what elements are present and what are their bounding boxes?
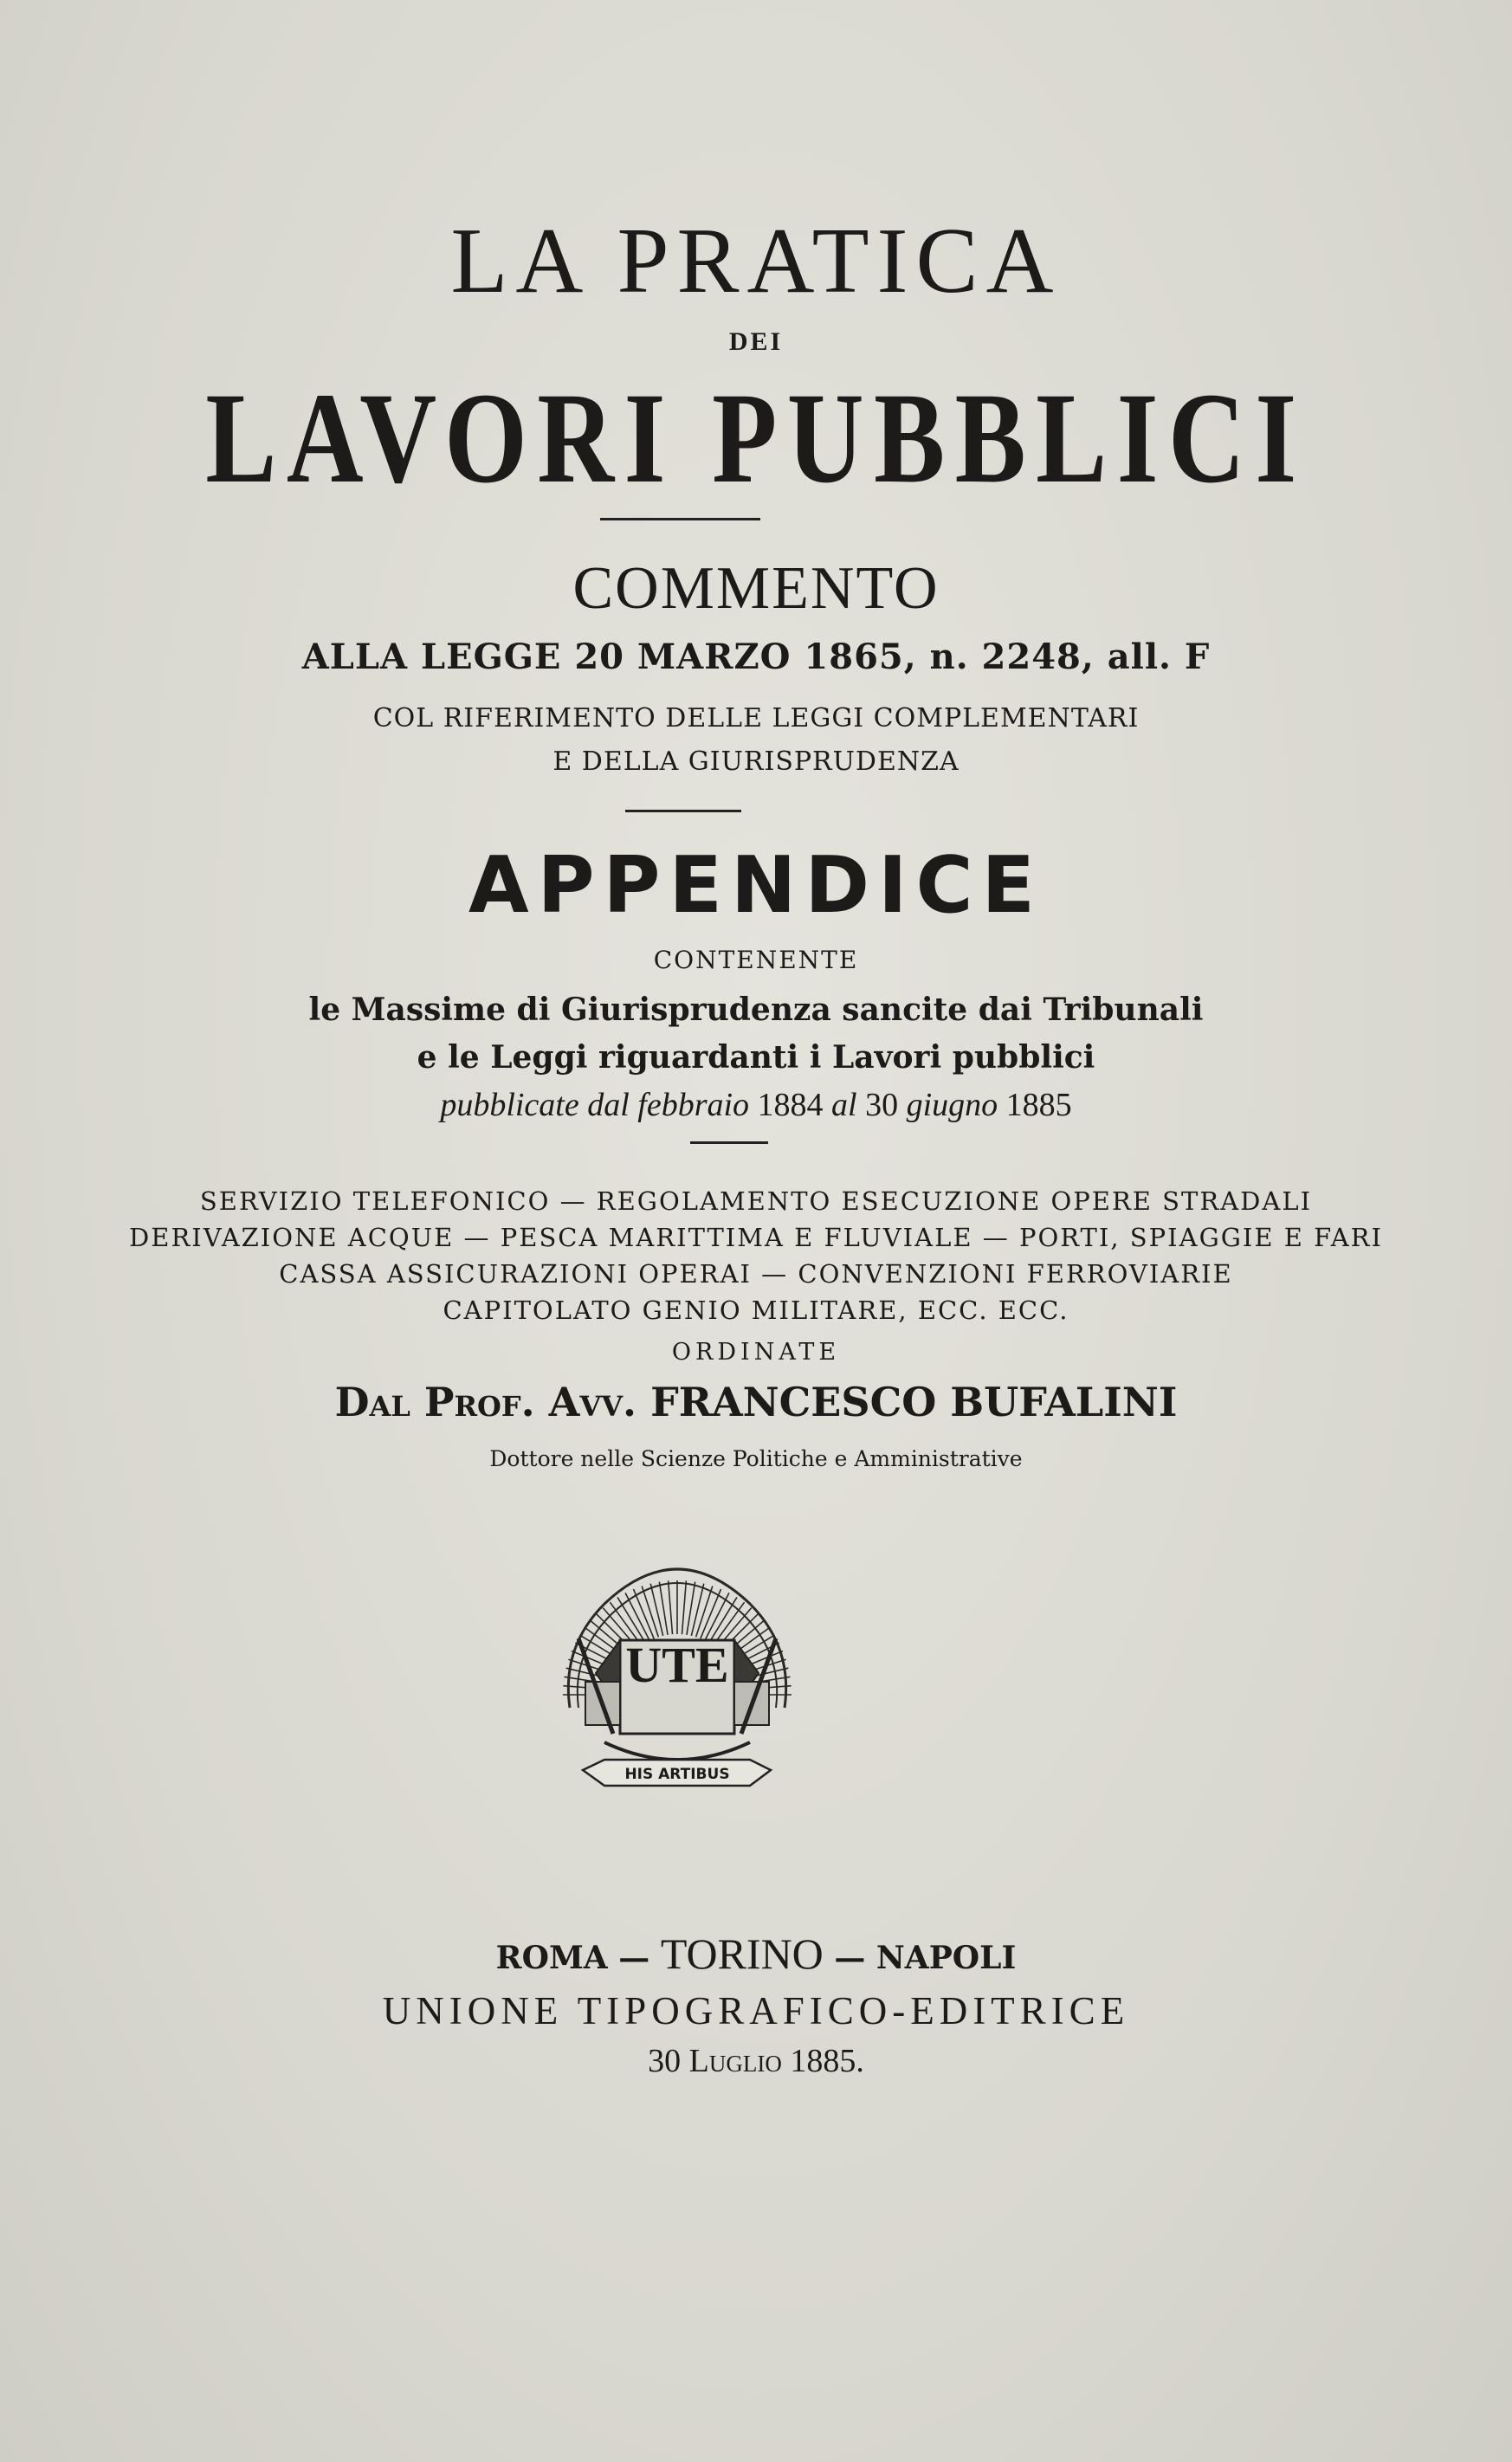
subjects-line-4: CAPITOLATO GENIO MILITARE, ECC. ECC. bbox=[443, 1296, 1069, 1325]
subjects-line-2: DERIVAZIONE ACQUE — PESCA MARITTIMA E FLUVIALE — PORTI, SPIAGGIE E FARI bbox=[129, 1223, 1383, 1252]
publisher-seal-icon bbox=[544, 1543, 811, 1813]
appendix-published bbox=[0, 1086, 1512, 1124]
author-prefix: Dal Prof. Avv. bbox=[334, 1379, 637, 1425]
published-year-end: 1885 bbox=[1005, 1087, 1072, 1123]
ordinate-label: ORDINATE bbox=[671, 1339, 841, 1366]
title-line-3: LAVORI PUBBLICI bbox=[205, 366, 1307, 510]
imprint-city-3: NAPOLI bbox=[876, 1940, 1017, 1976]
subtitle-heading: COMMENTO bbox=[572, 555, 940, 622]
published-day-end: 30 bbox=[865, 1087, 899, 1123]
published-to: al bbox=[831, 1087, 857, 1123]
published-month-end: giugno bbox=[906, 1087, 998, 1123]
subjects-line-1: SERVIZIO TELEFONICO — REGOLAMENTO ESECUZIONE OPERE STRADALI bbox=[199, 1186, 1313, 1216]
author-name: FRANCESCO BUFALINI bbox=[650, 1379, 1178, 1425]
divider-rule-1 bbox=[600, 518, 760, 520]
title-line-2: DEI bbox=[728, 327, 784, 356]
imprint-cities: ROMA — TORINO — NAPOLI bbox=[495, 1929, 1017, 1978]
imprint-publisher: UNIONE TIPOGRAFICO-EDITRICE bbox=[382, 1989, 1130, 2032]
appendix-contenente: CONTENENTE bbox=[653, 946, 859, 974]
imprint-city-1: ROMA bbox=[495, 1940, 608, 1976]
divider-rule-2 bbox=[625, 810, 741, 812]
law-reference: ALLA LEGGE 20 MARZO 1865, n. 2248, all. F bbox=[301, 637, 1211, 677]
imprint-date: 30 Luglio 1885. bbox=[648, 2043, 864, 2079]
reference-line-2: E DELLA GIURISPRUDENZA bbox=[552, 746, 960, 777]
title-line-1: LA PRATICA bbox=[450, 210, 1062, 313]
seal-monogram: UTE bbox=[625, 1637, 729, 1693]
author-description: Dottore nelle Scienze Politiche e Amministrative bbox=[489, 1446, 1023, 1471]
divider-rule-3 bbox=[690, 1141, 768, 1144]
published-from: pubblicate dal febbraio bbox=[440, 1087, 750, 1123]
appendix-line-2: e le Leggi riguardanti i Lavori pubblici bbox=[417, 1039, 1095, 1076]
seal-motto: HIS ARTIBUS bbox=[624, 1766, 730, 1783]
appendix-line-1: le Massime di Giurisprudenza sancite dai Tribunali bbox=[308, 992, 1204, 1028]
imprint-city-2: TORINO bbox=[660, 1929, 824, 1978]
author-line bbox=[0, 1379, 1512, 1425]
appendix-heading: APPENDICE bbox=[468, 840, 1044, 931]
reference-line-1: COL RIFERIMENTO DELLE LEGGI COMPLEMENTARI bbox=[372, 703, 1140, 733]
subjects-line-3: CASSA ASSICURAZIONI OPERAI — CONVENZIONI FERROVIARIE bbox=[279, 1259, 1233, 1289]
published-year-start: 1884 bbox=[757, 1087, 824, 1123]
